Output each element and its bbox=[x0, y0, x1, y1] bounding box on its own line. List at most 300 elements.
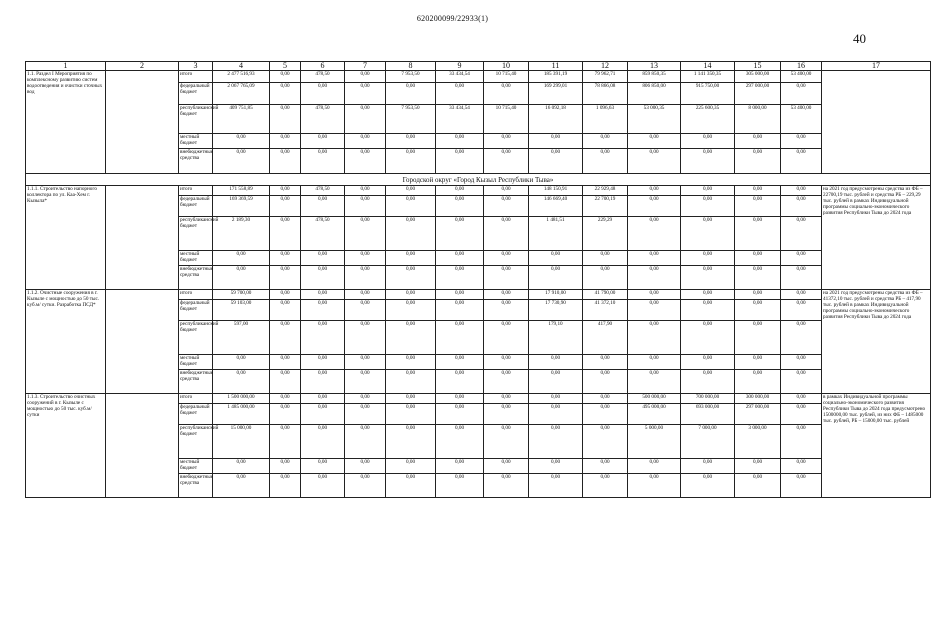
amount-cell: 0,00 bbox=[681, 459, 735, 474]
amount-cell: 478,50 bbox=[301, 71, 345, 83]
amount-cell: 0,00 bbox=[301, 394, 345, 404]
amount-cell: 0,00 bbox=[628, 290, 681, 300]
amount-cell: 0,00 bbox=[301, 134, 345, 149]
amount-cell: 1 485 000,00 bbox=[213, 404, 270, 425]
amount-cell: 409 751,85 bbox=[213, 105, 270, 134]
amount-cell: 0,00 bbox=[270, 425, 301, 459]
amount-cell: 0,00 bbox=[735, 290, 781, 300]
amount-cell: 0,00 bbox=[681, 370, 735, 394]
amount-cell: 33 434,54 bbox=[436, 71, 484, 83]
amount-cell: 0,00 bbox=[301, 459, 345, 474]
amount-cell: 0,00 bbox=[345, 474, 386, 498]
table-row bbox=[26, 71, 931, 83]
column-number-9: 9 bbox=[436, 62, 484, 71]
amount-cell: 0,00 bbox=[270, 266, 301, 290]
amount-cell: 0,00 bbox=[628, 355, 681, 370]
amount-cell: 0,00 bbox=[270, 105, 301, 134]
amount-cell: 0,00 bbox=[386, 404, 436, 425]
amount-cell: 0,00 bbox=[345, 134, 386, 149]
funding-source-label: федеральный бюджет bbox=[179, 404, 213, 425]
amount-cell: 0,00 bbox=[345, 71, 386, 83]
amount-cell: 8 000,00 bbox=[735, 105, 781, 134]
amount-cell: 41 790,00 bbox=[583, 290, 628, 300]
amount-cell: 225 600,35 bbox=[681, 105, 735, 134]
amount-cell: 0,00 bbox=[270, 149, 301, 174]
note-cell: в рамках Индивидуальной программы социально-экономического развития Республики Тыва до 2024 года предусмотрено 1500000,00 тыс. рублей, из них ФБ – 1485000 тыс. рублей, РБ – 15000,00 тыс. рублей bbox=[822, 394, 931, 498]
amount-cell: 0,00 bbox=[583, 404, 628, 425]
amount-cell: 0,00 bbox=[484, 300, 529, 321]
amount-cell: 0,00 bbox=[628, 474, 681, 498]
amount-cell: 0,00 bbox=[781, 459, 822, 474]
funding-source-label: внебюджетные средства bbox=[179, 266, 213, 290]
amount-cell: 0,00 bbox=[345, 321, 386, 355]
amount-cell: 0,00 bbox=[735, 266, 781, 290]
amount-cell: 0,00 bbox=[386, 300, 436, 321]
amount-cell: 915 750,00 bbox=[681, 83, 735, 105]
amount-cell: 0,00 bbox=[681, 266, 735, 290]
amount-cell: 500 000,00 bbox=[628, 394, 681, 404]
amount-cell: 0,00 bbox=[484, 459, 529, 474]
amount-cell: 59 103,00 bbox=[213, 300, 270, 321]
amount-cell: 0,00 bbox=[270, 290, 301, 300]
amount-cell: 0,00 bbox=[529, 355, 583, 370]
amount-cell: 22 700,19 bbox=[583, 196, 628, 217]
funding-source-label: республиканский бюджет bbox=[179, 217, 213, 251]
column-number-row bbox=[26, 62, 931, 71]
amount-cell: 0,00 bbox=[628, 266, 681, 290]
column-number-15: 15 bbox=[735, 62, 781, 71]
amount-cell: 478,50 bbox=[301, 217, 345, 251]
amount-cell: 0,00 bbox=[345, 290, 386, 300]
note-cell: на 2021 год предусмотрены средства из ФБ – 22700,19 тыс. рублей и средства РБ – 229,29 тыс. рублей в рамках Индивидуальной программы социально-экономического развития Республики Тыва до 2024 года bbox=[822, 186, 931, 290]
document-id: 620200099/22933(1) bbox=[416, 14, 489, 23]
amount-cell: 0,00 bbox=[270, 217, 301, 251]
amount-cell: 0,00 bbox=[583, 251, 628, 266]
amount-cell: 0,00 bbox=[484, 251, 529, 266]
amount-cell: 0,00 bbox=[529, 134, 583, 149]
amount-cell: 1 481,51 bbox=[529, 217, 583, 251]
amount-cell: 0,00 bbox=[213, 459, 270, 474]
column-number-8: 8 bbox=[386, 62, 436, 71]
amount-cell: 0,00 bbox=[529, 394, 583, 404]
amount-cell: 305 000,00 bbox=[735, 71, 781, 83]
funding-source-label: итого bbox=[179, 290, 213, 300]
amount-cell: 0,00 bbox=[270, 71, 301, 83]
column-number-2: 2 bbox=[106, 62, 179, 71]
amount-cell: 0,00 bbox=[301, 425, 345, 459]
amount-cell: 0,00 bbox=[386, 251, 436, 266]
amount-cell: 1 500 000,00 bbox=[213, 394, 270, 404]
amount-cell: 0,00 bbox=[270, 370, 301, 394]
amount-cell: 0,00 bbox=[345, 459, 386, 474]
amount-cell: 0,00 bbox=[484, 83, 529, 105]
column-number-10: 10 bbox=[484, 62, 529, 71]
measure-name: 1.1.1. Строительство напорного коллектора по ул. Каа-Хем г. Кызыла* bbox=[26, 186, 106, 290]
amount-cell: 0,00 bbox=[386, 149, 436, 174]
amount-cell: 0,00 bbox=[345, 149, 386, 174]
amount-cell: 0,00 bbox=[301, 355, 345, 370]
funding-source-label: итого bbox=[179, 71, 213, 83]
amount-cell: 0,00 bbox=[628, 186, 681, 196]
amount-cell: 0,00 bbox=[436, 217, 484, 251]
amount-cell: 0,00 bbox=[681, 196, 735, 217]
amount-cell: 0,00 bbox=[484, 290, 529, 300]
amount-cell: 0,00 bbox=[781, 149, 822, 174]
responsible-executor bbox=[106, 71, 179, 174]
amount-cell: 0,00 bbox=[781, 266, 822, 290]
amount-cell: 0,00 bbox=[386, 266, 436, 290]
amount-cell: 0,00 bbox=[345, 217, 386, 251]
amount-cell: 0,00 bbox=[436, 290, 484, 300]
amount-cell: 0,00 bbox=[681, 251, 735, 266]
column-number-4: 4 bbox=[213, 62, 270, 71]
amount-cell: 0,00 bbox=[436, 149, 484, 174]
amount-cell: 0,00 bbox=[270, 394, 301, 404]
amount-cell: 0,00 bbox=[213, 474, 270, 498]
amount-cell: 0,00 bbox=[583, 459, 628, 474]
column-number-5: 5 bbox=[270, 62, 301, 71]
amount-cell: 0,00 bbox=[270, 321, 301, 355]
amount-cell: 33 434,54 bbox=[436, 105, 484, 134]
funding-source-label: федеральный бюджет bbox=[179, 300, 213, 321]
amount-cell: 0,00 bbox=[735, 196, 781, 217]
amount-cell: 0,00 bbox=[628, 217, 681, 251]
section-title: Городской округ «Город Кызыл Республики Тыва» bbox=[26, 174, 931, 186]
amount-cell: 0,00 bbox=[386, 321, 436, 355]
amount-cell: 0,00 bbox=[484, 217, 529, 251]
table-row bbox=[26, 290, 931, 300]
amount-cell: 0,00 bbox=[270, 300, 301, 321]
amount-cell: 0,00 bbox=[681, 217, 735, 251]
amount-cell: 0,00 bbox=[583, 474, 628, 498]
amount-cell: 10 715,40 bbox=[484, 71, 529, 83]
funding-source-label: республиканский бюджет bbox=[179, 425, 213, 459]
budget-table bbox=[25, 61, 931, 498]
amount-cell: 0,00 bbox=[628, 300, 681, 321]
amount-cell: 7 953,50 bbox=[386, 71, 436, 83]
amount-cell: 0,00 bbox=[583, 266, 628, 290]
amount-cell: 0,00 bbox=[484, 186, 529, 196]
amount-cell: 0,00 bbox=[781, 186, 822, 196]
amount-cell: 15 000,00 bbox=[213, 425, 270, 459]
amount-cell: 0,00 bbox=[484, 149, 529, 174]
amount-cell: 0,00 bbox=[681, 321, 735, 355]
measure-name: 1.1.2. Очистные сооружения в г. Кызыле с мощностью до 50 тыс. куб.м/ сутки. Разработка ПСД* bbox=[26, 290, 106, 394]
amount-cell: 0,00 bbox=[436, 425, 484, 459]
amount-cell: 0,00 bbox=[781, 83, 822, 105]
amount-cell: 0,00 bbox=[301, 266, 345, 290]
funding-source-label: итого bbox=[179, 186, 213, 196]
amount-cell: 0,00 bbox=[735, 474, 781, 498]
amount-cell: 0,00 bbox=[484, 134, 529, 149]
amount-cell: 0,00 bbox=[484, 474, 529, 498]
amount-cell: 0,00 bbox=[270, 459, 301, 474]
amount-cell: 0,00 bbox=[681, 300, 735, 321]
amount-cell: 169 369,59 bbox=[213, 196, 270, 217]
amount-cell: 0,00 bbox=[735, 217, 781, 251]
amount-cell: 0,00 bbox=[345, 394, 386, 404]
column-number-11: 11 bbox=[529, 62, 583, 71]
amount-cell: 0,00 bbox=[436, 83, 484, 105]
amount-cell: 0,00 bbox=[583, 370, 628, 394]
section-title-row bbox=[26, 174, 931, 186]
amount-cell: 0,00 bbox=[345, 105, 386, 134]
amount-cell: 0,00 bbox=[301, 196, 345, 217]
amount-cell: 0,00 bbox=[436, 186, 484, 196]
amount-cell: 0,00 bbox=[735, 134, 781, 149]
column-number-3: 3 bbox=[179, 62, 213, 71]
responsible-executor bbox=[106, 290, 179, 394]
amount-cell: 0,00 bbox=[781, 217, 822, 251]
column-number-12: 12 bbox=[583, 62, 628, 71]
amount-cell: 0,00 bbox=[484, 321, 529, 355]
amount-cell: 0,00 bbox=[735, 149, 781, 174]
amount-cell: 0,00 bbox=[436, 394, 484, 404]
amount-cell: 0,00 bbox=[781, 300, 822, 321]
amount-cell: 0,00 bbox=[628, 370, 681, 394]
amount-cell: 0,00 bbox=[628, 134, 681, 149]
page-number: 40 bbox=[853, 31, 866, 46]
amount-cell: 0,00 bbox=[213, 355, 270, 370]
amount-cell: 0,00 bbox=[436, 321, 484, 355]
amount-cell: 0,00 bbox=[436, 355, 484, 370]
amount-cell: 5 000,00 bbox=[628, 425, 681, 459]
amount-cell: 0,00 bbox=[681, 149, 735, 174]
amount-cell: 0,00 bbox=[781, 370, 822, 394]
table-body bbox=[26, 62, 931, 498]
amount-cell: 495 000,00 bbox=[628, 404, 681, 425]
amount-cell: 0,00 bbox=[529, 370, 583, 394]
amount-cell: 806 850,00 bbox=[628, 83, 681, 105]
amount-cell: 0,00 bbox=[583, 149, 628, 174]
amount-cell: 0,00 bbox=[781, 134, 822, 149]
amount-cell: 10 715,40 bbox=[484, 105, 529, 134]
amount-cell: 0,00 bbox=[781, 321, 822, 355]
amount-cell: 185 391,19 bbox=[529, 71, 583, 83]
amount-cell: 0,00 bbox=[436, 370, 484, 394]
amount-cell: 0,00 bbox=[270, 404, 301, 425]
amount-cell: 0,00 bbox=[484, 425, 529, 459]
amount-cell: 0,00 bbox=[735, 459, 781, 474]
table-row bbox=[26, 394, 931, 404]
amount-cell: 0,00 bbox=[345, 196, 386, 217]
amount-cell: 0,00 bbox=[436, 266, 484, 290]
amount-cell: 169 299,01 bbox=[529, 83, 583, 105]
amount-cell: 0,00 bbox=[386, 474, 436, 498]
amount-cell: 0,00 bbox=[386, 217, 436, 251]
amount-cell: 0,00 bbox=[301, 83, 345, 105]
amount-cell: 0,00 bbox=[345, 186, 386, 196]
funding-source-label: местный бюджет bbox=[179, 459, 213, 474]
funding-source-label: внебюджетные средства bbox=[179, 149, 213, 174]
table-row bbox=[26, 186, 931, 196]
amount-cell: 0,00 bbox=[345, 251, 386, 266]
amount-cell: 41 372,10 bbox=[583, 300, 628, 321]
amount-cell: 0,00 bbox=[270, 251, 301, 266]
amount-cell: 0,00 bbox=[386, 355, 436, 370]
funding-source-label: внебюджетные средства bbox=[179, 370, 213, 394]
amount-cell: 0,00 bbox=[583, 394, 628, 404]
amount-cell: 0,00 bbox=[735, 251, 781, 266]
responsible-executor bbox=[106, 394, 179, 498]
amount-cell: 0,00 bbox=[484, 394, 529, 404]
amount-cell: 0,00 bbox=[436, 196, 484, 217]
note-cell: на 2021 год предусмотрены средства из ФБ – 41372,10 тыс. рублей и средства РБ – 417,90 тыс. рублей в рамках Индивидуальной программы социально-экономического развития Республики Тыва до 2024 года bbox=[822, 290, 931, 394]
amount-cell: 0,00 bbox=[628, 149, 681, 174]
amount-cell: 0,00 bbox=[781, 474, 822, 498]
amount-cell: 0,00 bbox=[386, 134, 436, 149]
funding-source-label: внебюджетные средства bbox=[179, 474, 213, 498]
amount-cell: 0,00 bbox=[529, 149, 583, 174]
amount-cell: 0,00 bbox=[681, 134, 735, 149]
amount-cell: 146 669,40 bbox=[529, 196, 583, 217]
amount-cell: 0,00 bbox=[345, 404, 386, 425]
amount-cell: 0,00 bbox=[781, 290, 822, 300]
amount-cell: 0,00 bbox=[628, 459, 681, 474]
amount-cell: 0,00 bbox=[301, 149, 345, 174]
amount-cell: 1 096,63 bbox=[583, 105, 628, 134]
amount-cell: 0,00 bbox=[345, 266, 386, 290]
amount-cell: 16 092,18 bbox=[529, 105, 583, 134]
amount-cell: 417,90 bbox=[583, 321, 628, 355]
amount-cell: 0,00 bbox=[529, 459, 583, 474]
amount-cell: 0,00 bbox=[484, 196, 529, 217]
amount-cell: 0,00 bbox=[301, 474, 345, 498]
column-number-1: 1 bbox=[26, 62, 106, 71]
column-number-13: 13 bbox=[628, 62, 681, 71]
funding-source-label: итого bbox=[179, 394, 213, 404]
amount-cell: 0,00 bbox=[681, 355, 735, 370]
amount-cell: 2 189,30 bbox=[213, 217, 270, 251]
amount-cell: 78 866,08 bbox=[583, 83, 628, 105]
amount-cell: 0,00 bbox=[484, 355, 529, 370]
amount-cell: 0,00 bbox=[583, 355, 628, 370]
amount-cell: 0,00 bbox=[213, 149, 270, 174]
amount-cell: 0,00 bbox=[484, 266, 529, 290]
amount-cell: 0,00 bbox=[436, 300, 484, 321]
amount-cell: 0,00 bbox=[301, 370, 345, 394]
amount-cell: 0,00 bbox=[529, 251, 583, 266]
amount-cell: 0,00 bbox=[386, 370, 436, 394]
amount-cell: 0,00 bbox=[213, 266, 270, 290]
funding-source-label: республиканский бюджет bbox=[179, 321, 213, 355]
amount-cell: 0,00 bbox=[301, 321, 345, 355]
column-number-16: 16 bbox=[781, 62, 822, 71]
amount-cell: 2 477 516,93 bbox=[213, 71, 270, 83]
amount-cell: 0,00 bbox=[529, 474, 583, 498]
column-number-6: 6 bbox=[301, 62, 345, 71]
amount-cell: 0,00 bbox=[436, 474, 484, 498]
amount-cell: 0,00 bbox=[345, 300, 386, 321]
amount-cell: 700 000,00 bbox=[681, 394, 735, 404]
amount-cell: 0,00 bbox=[345, 370, 386, 394]
amount-cell: 0,00 bbox=[735, 355, 781, 370]
amount-cell: 859 850,35 bbox=[628, 71, 681, 83]
amount-cell: 0,00 bbox=[213, 134, 270, 149]
note-cell bbox=[822, 71, 931, 174]
amount-cell: 0,00 bbox=[386, 290, 436, 300]
amount-cell: 17 730,90 bbox=[529, 300, 583, 321]
amount-cell: 0,00 bbox=[270, 355, 301, 370]
amount-cell: 0,00 bbox=[529, 266, 583, 290]
amount-cell: 0,00 bbox=[735, 186, 781, 196]
amount-cell: 0,00 bbox=[301, 404, 345, 425]
amount-cell: 478,50 bbox=[301, 105, 345, 134]
amount-cell: 0,00 bbox=[436, 134, 484, 149]
amount-cell: 0,00 bbox=[583, 134, 628, 149]
amount-cell: 0,00 bbox=[781, 404, 822, 425]
amount-cell: 0,00 bbox=[735, 321, 781, 355]
funding-source-label: местный бюджет bbox=[179, 251, 213, 266]
amount-cell: 0,00 bbox=[735, 370, 781, 394]
amount-cell: 0,00 bbox=[583, 425, 628, 459]
funding-source-label: республиканский бюджет bbox=[179, 105, 213, 134]
amount-cell: 0,00 bbox=[681, 290, 735, 300]
amount-cell: 0,00 bbox=[781, 394, 822, 404]
amount-cell: 0,00 bbox=[781, 355, 822, 370]
amount-cell: 0,00 bbox=[735, 300, 781, 321]
amount-cell: 0,00 bbox=[270, 196, 301, 217]
amount-cell: 79 962,71 bbox=[583, 71, 628, 83]
amount-cell: 0,00 bbox=[628, 321, 681, 355]
amount-cell: 3 000,00 bbox=[735, 425, 781, 459]
amount-cell: 0,00 bbox=[270, 186, 301, 196]
amount-cell: 0,00 bbox=[345, 355, 386, 370]
amount-cell: 0,00 bbox=[436, 251, 484, 266]
amount-cell: 53 400,00 bbox=[781, 71, 822, 83]
amount-cell: 0,00 bbox=[270, 474, 301, 498]
amount-cell: 0,00 bbox=[628, 196, 681, 217]
amount-cell: 0,00 bbox=[270, 134, 301, 149]
amount-cell: 0,00 bbox=[436, 404, 484, 425]
amount-cell: 0,00 bbox=[386, 186, 436, 196]
amount-cell: 597,00 bbox=[213, 321, 270, 355]
amount-cell: 0,00 bbox=[386, 83, 436, 105]
amount-cell: 0,00 bbox=[484, 404, 529, 425]
amount-cell: 297 000,00 bbox=[735, 83, 781, 105]
amount-cell: 59 700,00 bbox=[213, 290, 270, 300]
amount-cell: 53 400,00 bbox=[781, 105, 822, 134]
amount-cell: 0,00 bbox=[386, 459, 436, 474]
amount-cell: 297 000,00 bbox=[735, 404, 781, 425]
amount-cell: 171 558,89 bbox=[213, 186, 270, 196]
amount-cell: 0,00 bbox=[345, 83, 386, 105]
amount-cell: 0,00 bbox=[301, 300, 345, 321]
funding-source-label: федеральный бюджет bbox=[179, 83, 213, 105]
amount-cell: 229,29 bbox=[583, 217, 628, 251]
amount-cell: 7 000,00 bbox=[681, 425, 735, 459]
column-number-14: 14 bbox=[681, 62, 735, 71]
amount-cell: 0,00 bbox=[386, 196, 436, 217]
amount-cell: 0,00 bbox=[301, 290, 345, 300]
amount-cell: 0,00 bbox=[681, 474, 735, 498]
amount-cell: 0,00 bbox=[484, 370, 529, 394]
amount-cell: 693 000,00 bbox=[681, 404, 735, 425]
amount-cell: 0,00 bbox=[781, 425, 822, 459]
amount-cell: 478,50 bbox=[301, 186, 345, 196]
funding-source-label: местный бюджет bbox=[179, 134, 213, 149]
amount-cell: 0,00 bbox=[529, 404, 583, 425]
amount-cell: 0,00 bbox=[781, 251, 822, 266]
amount-cell: 0,00 bbox=[213, 370, 270, 394]
amount-cell: 22 929,48 bbox=[583, 186, 628, 196]
column-number-7: 7 bbox=[345, 62, 386, 71]
amount-cell: 1 141 350,35 bbox=[681, 71, 735, 83]
amount-cell: 300 000,00 bbox=[735, 394, 781, 404]
amount-cell: 0,00 bbox=[213, 251, 270, 266]
responsible-executor bbox=[106, 186, 179, 290]
amount-cell: 0,00 bbox=[628, 251, 681, 266]
